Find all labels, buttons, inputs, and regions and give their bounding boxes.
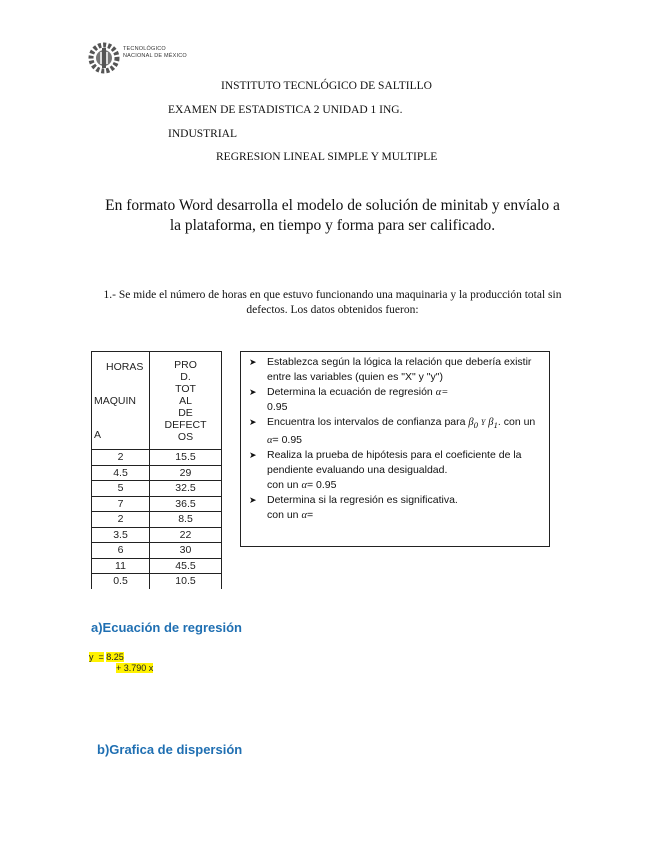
arrow-bullet-icon: ➤ <box>249 450 257 461</box>
cell-produccion: 45.5 <box>150 558 222 574</box>
alpha-symbol: α <box>301 480 307 492</box>
table-row <box>92 512 222 528</box>
exam-topic: REGRESION LINEAL SIMPLE Y MULTIPLE <box>216 151 438 163</box>
task-value: = 0.95 <box>272 434 303 447</box>
cell-horas: 2 <box>92 512 150 528</box>
header-col2-line: AL <box>179 394 192 407</box>
cell-horas: 7 <box>92 496 150 512</box>
alpha-symbol: α <box>301 510 307 522</box>
regression-equation <box>89 652 153 674</box>
cell-produccion: 22 <box>150 527 222 543</box>
beta1-symbol <box>488 417 498 431</box>
task-text: . con un <box>497 416 536 428</box>
arrow-bullet-icon: ➤ <box>249 387 257 397</box>
logo-text <box>123 46 187 60</box>
cell-produccion: 8.5 <box>150 512 222 528</box>
alpha-symbol: α <box>267 435 273 447</box>
question-text: 1.- Se mide el número de horas en que estuvo funcionando una maquinaria y la producción total sin defectos. Los datos obtenidos fueron: <box>103 289 562 316</box>
cell-produccion: 30 <box>150 543 222 559</box>
task-value: 0.95 <box>267 401 288 413</box>
arrow-bullet-icon: ➤ <box>249 495 257 506</box>
table-row <box>92 543 222 559</box>
task-item <box>249 493 543 523</box>
data-table <box>91 351 222 589</box>
header-col1-line: MAQUIN <box>94 394 136 407</box>
equation-slope-term: + 3.790 x <box>116 663 154 673</box>
task-text: Realiza la prueba de hipótesis para el coeficiente de la pendiente evaluando una desigualdad. <box>267 449 522 477</box>
cell-horas: 0.5 <box>92 574 150 589</box>
exam-title-line1: EXAMEN DE ESTADISTICA 2 UNIDAD 1 ING. <box>168 104 403 116</box>
header-col2-line: D. <box>180 370 191 383</box>
beta1-letter: β <box>488 417 494 428</box>
table-row <box>92 496 222 512</box>
section-a-heading: a)Ecuación de regresión <box>91 620 242 635</box>
cell-horas: 5 <box>92 481 150 497</box>
section-b-heading: b)Grafica de dispersión <box>97 742 243 757</box>
arrow-bullet-icon: ➤ <box>249 417 257 427</box>
header-prod-total-defectos <box>150 352 222 450</box>
beta0-subscript: 0 <box>473 420 478 431</box>
header-col2-line: PRO <box>174 358 197 371</box>
task-text: con un <box>267 479 299 492</box>
gear-icon <box>91 45 117 71</box>
task-list-box <box>240 351 550 547</box>
table-row <box>92 574 222 589</box>
table-row <box>92 450 222 466</box>
table-header-row <box>92 352 222 450</box>
task-text: Determina la ecuación de regresión <box>267 386 433 398</box>
beta1-subscript: 1 <box>493 420 498 431</box>
cell-produccion: 10.5 <box>150 574 222 589</box>
table-row <box>92 558 222 574</box>
cell-horas: 11 <box>92 558 150 574</box>
header-col1-line: A <box>94 428 102 441</box>
cell-horas: 4.5 <box>92 465 150 481</box>
task-item <box>249 385 543 415</box>
table-row <box>92 527 222 543</box>
task-item <box>249 415 543 448</box>
beta0-letter: β <box>468 417 474 428</box>
table-row <box>92 481 222 497</box>
cell-produccion: 15.5 <box>150 450 222 466</box>
header-col2-line: DEFECT <box>164 418 207 431</box>
task-text: Encuentra los intervalos de confianza para <box>267 416 466 428</box>
equation-line1 <box>89 652 153 663</box>
task-text: con un <box>267 509 299 522</box>
cell-horas: 3.5 <box>92 527 150 543</box>
arrow-bullet-icon: ➤ <box>249 357 257 367</box>
beta0-symbol <box>468 417 478 431</box>
cell-produccion: 32.5 <box>150 481 222 497</box>
logo-text-line1: TECNOLÓGICO <box>123 46 166 52</box>
task-text: Establezca según la lógica la relación que debería existir entre las variables (quien es "X" y "y") <box>267 356 532 383</box>
equation-line2 <box>89 663 153 674</box>
header-col1-line: HORAS <box>106 360 144 373</box>
logo-text-line2: NACIONAL DE MÉXICO <box>123 53 187 59</box>
header-horas-maquina <box>92 352 150 450</box>
exam-title-line2: INDUSTRIAL <box>168 128 237 140</box>
task-value: = 0.95 <box>306 479 337 492</box>
task-item <box>249 448 543 493</box>
cell-horas: 6 <box>92 543 150 559</box>
task-text: Determina si la regresión es significativa. <box>267 494 458 507</box>
header-col2-line: TOT <box>175 382 196 395</box>
table-row <box>92 465 222 481</box>
task-value: = <box>306 509 314 522</box>
institution-name: INSTITUTO TECNLÓGICO DE SALTILLO <box>221 80 432 92</box>
task-list <box>249 355 543 523</box>
alpha-symbol: α= <box>435 387 449 398</box>
equation-lhs: y = <box>89 652 104 662</box>
instruction-text: En formato Word desarrolla el modelo de solución de minitab y envíalo a la plataforma, en tiempo y forma para ser calificado. <box>105 197 560 234</box>
cell-produccion: 36.5 <box>150 496 222 512</box>
y-conjunction: Y <box>480 418 486 427</box>
equation-intercept: 8.25 <box>106 652 124 662</box>
header-col2-line: DE <box>178 406 193 419</box>
task-item <box>249 355 543 385</box>
cell-horas: 2 <box>92 450 150 466</box>
cell-produccion: 29 <box>150 465 222 481</box>
header-col2-line: OS <box>177 430 194 443</box>
